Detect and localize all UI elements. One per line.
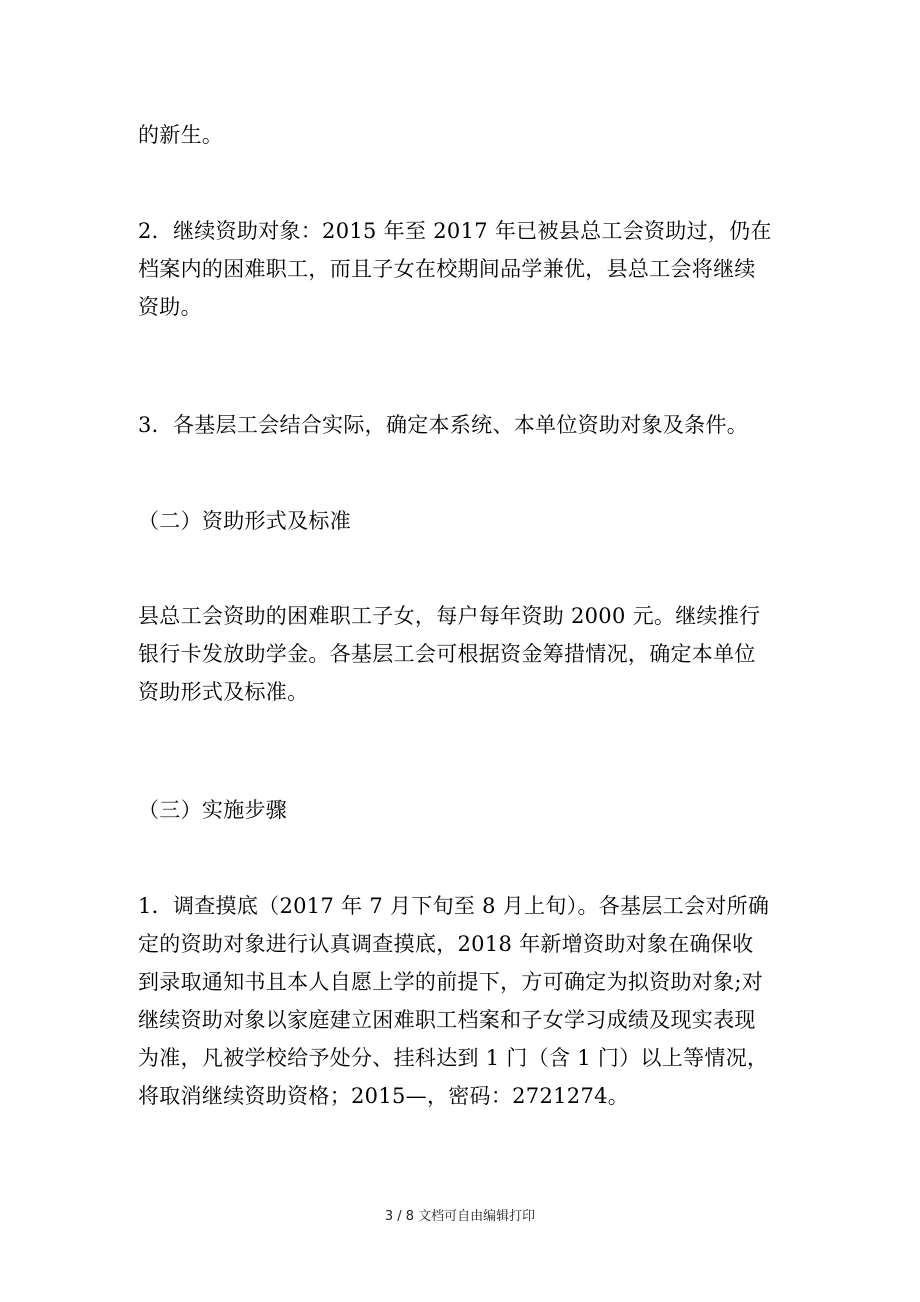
page-footer: 3 / 8 文档可自由编辑打印	[384, 1209, 536, 1224]
text-line: 为准，凡被学校给予处分、挂科达到 1 门（含 1 门）以上等情况，	[138, 1046, 769, 1070]
text-line: 的新生。	[138, 123, 224, 147]
text-line: （三）实施步骤	[138, 798, 288, 822]
text-line: 银行卡发放助学金。各基层工会可根据资金筹措情况，确定本单位	[138, 642, 756, 666]
paragraph-item-3	[138, 406, 788, 444]
text-line: 县总工会资助的困难职工子女，每户每年资助 2000 元。继续推行	[138, 604, 761, 628]
section-heading-2	[138, 502, 788, 540]
text-line: （二）资助形式及标准	[138, 509, 351, 533]
section-heading-3	[138, 791, 788, 829]
text-line: 将取消继续资助资格；2015—，密码：2721274。	[138, 1084, 630, 1108]
text-line: 到录取通知书且本人自愿上学的前提下，方可确定为拟资助对象;对	[138, 970, 764, 994]
paragraph-step-1	[138, 887, 788, 1115]
paragraph-continuation	[138, 116, 788, 154]
text-line: 2．继续资助对象：2015 年至 2017 年已被县总工会资助过，仍在	[138, 219, 772, 243]
text-line: 3．各基层工会结合实际，确定本系统、本单位资助对象及条件。	[138, 413, 749, 437]
text-line: 资助形式及标准。	[138, 680, 309, 704]
paragraph-funding-standard	[138, 597, 788, 711]
text-line: 定的资助对象进行认真调查摸底，2018 年新增资助对象在确保收	[138, 932, 754, 956]
text-line: 继续资助对象以家庭建立困难职工档案和子女学习成绩及现实表现	[138, 1008, 756, 1032]
text-line: 1．调查摸底（2017 年 7 月下旬至 8 月上旬）。各基层工会对所确	[138, 894, 770, 918]
text-line: 档案内的困难职工，而且子女在校期间品学兼优，县总工会将继续	[138, 257, 756, 281]
paragraph-item-2	[138, 212, 788, 326]
text-line: 资助。	[138, 295, 202, 319]
